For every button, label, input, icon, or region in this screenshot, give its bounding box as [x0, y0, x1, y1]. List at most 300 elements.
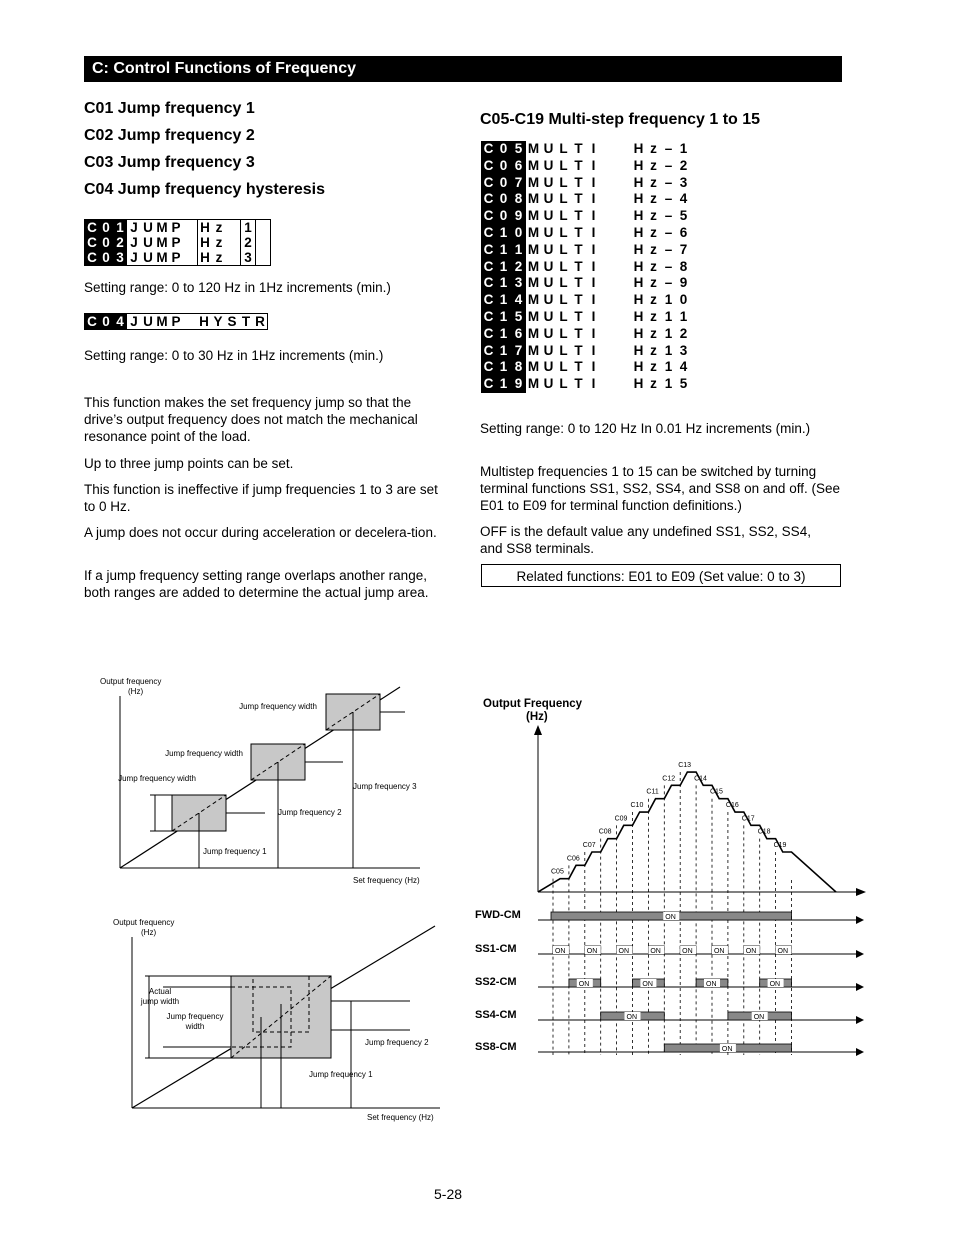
- multistep-cell: [616, 225, 631, 242]
- multistep-cell: z: [650, 208, 657, 224]
- graph1-label-jf1: Jump frequency 1: [203, 847, 267, 856]
- multistep-cell: [601, 259, 616, 276]
- jump-cell: J: [130, 250, 138, 265]
- paragraph-2: Up to three jump points can be set.: [84, 456, 294, 471]
- graph1-yunit: (Hz): [128, 687, 144, 696]
- multistep-cell: U: [543, 376, 554, 392]
- step-label: C14: [694, 775, 707, 783]
- multistep-cell: 5: [679, 208, 688, 224]
- signal-on-label: ON: [745, 948, 757, 955]
- jump-cell: H: [200, 250, 210, 265]
- multistep-cell: H: [633, 342, 644, 358]
- multistep-cell: [616, 376, 631, 393]
- multistep-cell: [601, 141, 616, 158]
- jump-frequency-graph-1: [95, 673, 440, 888]
- jump-cell: U: [143, 235, 153, 250]
- step-label: C16: [725, 802, 739, 810]
- multistep-cell: [601, 376, 616, 393]
- multistep-cell: C: [481, 141, 496, 158]
- jump-cell: J: [130, 235, 138, 250]
- signal-label: SS4-CM: [475, 1009, 517, 1021]
- graph2-xlabel: Set frequency (Hz): [367, 1113, 434, 1122]
- hysteresis-setting-range: Setting range: 0 to 30 Hz in 1Hz increments (min.): [84, 348, 384, 363]
- jump-cell: [226, 220, 241, 236]
- multistep-cell: H: [633, 275, 644, 291]
- paragraph-1: This function makes the set frequency jump so that the drive’s output frequency does not match the mechanical resonance point of the load.: [84, 395, 418, 444]
- jump-cell: [226, 235, 241, 250]
- multistep-cell: –: [664, 191, 673, 207]
- signal-label: SS2-CM: [475, 976, 517, 988]
- multistep-cell: I: [591, 292, 596, 308]
- multistep-cell: C: [481, 326, 496, 343]
- multistep-cell: C: [481, 225, 496, 242]
- multistep-cell: 7: [511, 175, 526, 192]
- multistep-cell: I: [591, 141, 596, 156]
- multistep-cell: 1: [664, 342, 673, 358]
- multistep-cell: M: [527, 141, 540, 156]
- multistep-cell: –: [664, 241, 673, 257]
- multistep-cell: H: [633, 224, 644, 240]
- multistep-cell: 0: [511, 225, 526, 242]
- signal-on-label: ON: [665, 914, 676, 921]
- chart-ylabel-line1: Output Frequency: [483, 698, 583, 710]
- jump-frequency-display: [84, 219, 271, 266]
- multistep-cell: L: [559, 342, 568, 358]
- multistep-cell: [616, 309, 631, 326]
- multistep-cell: T: [574, 325, 583, 341]
- multistep-cell: M: [527, 258, 540, 274]
- multistep-cell: 8: [511, 359, 526, 376]
- signal-on-label: ON: [777, 948, 789, 955]
- signal-label: SS1-CM: [475, 943, 517, 955]
- jump-cell: C: [85, 235, 100, 250]
- multistep-cell: H: [633, 292, 644, 308]
- hyst-cell: 4: [113, 314, 127, 330]
- multistep-cell: [601, 309, 616, 326]
- multistep-cell: z: [650, 258, 657, 274]
- multistep-cell: H: [633, 141, 644, 156]
- jump-cell: M: [156, 220, 168, 235]
- multistep-cell: –: [664, 208, 673, 224]
- step-label: C08: [598, 828, 612, 836]
- multistep-cell: T: [574, 141, 583, 156]
- hyst-cell: J: [130, 314, 138, 329]
- signal-on-label: ON: [554, 948, 566, 955]
- frequency-staircase: [538, 772, 836, 892]
- multistep-cell: z: [650, 292, 657, 308]
- graph2-label-jf1: Jump frequency 1: [309, 1070, 373, 1079]
- multistep-cell: [601, 208, 616, 225]
- multistep-cell: 5: [679, 376, 688, 392]
- multistep-cell: C: [481, 343, 496, 360]
- multistep-cell: U: [543, 241, 554, 257]
- graph1-label-jf2: Jump frequency 2: [278, 808, 342, 817]
- multistep-cell: H: [633, 174, 644, 190]
- multistep-cell: 0: [496, 191, 511, 208]
- jump-cell: z: [215, 250, 223, 265]
- graph2-label-jf2: Jump frequency 2: [365, 1038, 429, 1047]
- multistep-cell: 6: [511, 158, 526, 175]
- graph1-xlabel: Set frequency (Hz): [353, 876, 420, 885]
- multistep-cell: 1: [664, 292, 673, 308]
- multistep-cell: 8: [679, 258, 688, 274]
- multistep-cell: M: [527, 359, 540, 375]
- multistep-cell: U: [543, 141, 554, 156]
- multistep-cell: C: [481, 175, 496, 192]
- multistep-cell: [616, 326, 631, 343]
- jump-cell: J: [130, 220, 138, 235]
- multistep-cell: H: [633, 208, 644, 224]
- multistep-cell: I: [591, 308, 596, 324]
- multistep-cell: U: [543, 275, 554, 291]
- multistep-cell: 2: [679, 325, 688, 341]
- multistep-cell: z: [650, 308, 657, 324]
- multistep-cell: M: [527, 308, 540, 324]
- multistep-cell: I: [591, 376, 596, 392]
- multistep-cell: [601, 343, 616, 360]
- multistep-cell: M: [527, 342, 540, 358]
- multistep-cell: I: [591, 191, 596, 207]
- multistep-cell: I: [591, 241, 596, 257]
- hysteresis-display: [84, 313, 268, 330]
- multistep-cell: L: [559, 174, 568, 190]
- multistep-cell: L: [559, 141, 568, 156]
- multistep-cell: [616, 175, 631, 192]
- hyst-cell: 0: [99, 314, 113, 330]
- multistep-cell: –: [664, 174, 673, 190]
- multistep-cell: [601, 292, 616, 309]
- multistep-cell: I: [591, 224, 596, 240]
- multistep-cell: 0: [496, 175, 511, 192]
- jump-cell: M: [156, 235, 168, 250]
- multistep-cell: U: [543, 325, 554, 341]
- multistep-cell: [601, 175, 616, 192]
- multistep-cell: T: [574, 241, 583, 257]
- multistep-cell: I: [591, 157, 596, 173]
- multistep-cell: 5: [511, 309, 526, 326]
- multistep-cell: H: [633, 325, 644, 341]
- multistep-cell: H: [633, 258, 644, 274]
- hyst-cell: H: [199, 314, 209, 329]
- jump-cell: C: [85, 250, 100, 266]
- multistep-cell: [616, 292, 631, 309]
- multistep-cell: T: [574, 224, 583, 240]
- hyst-cell: M: [156, 314, 168, 329]
- signal-label: SS8-CM: [475, 1041, 517, 1053]
- multistep-cell: 1: [496, 326, 511, 343]
- multistep-cell: M: [527, 241, 540, 257]
- section-banner: C: Control Functions of Frequency: [84, 56, 842, 82]
- multistep-cell: 4: [679, 191, 688, 207]
- hyst-cell: C: [85, 314, 100, 330]
- step-label: C10: [630, 802, 644, 810]
- multistep-cell: z: [650, 241, 657, 257]
- multistep-cell: T: [574, 342, 583, 358]
- multistep-cell: z: [650, 174, 657, 190]
- multistep-cell: –: [664, 258, 673, 274]
- multistep-cell: I: [591, 342, 596, 358]
- multistep-cell: 1: [664, 376, 673, 392]
- multistep-cell: T: [574, 275, 583, 291]
- jump-cell: z: [215, 235, 223, 250]
- multistep-cell: C: [481, 158, 496, 175]
- heading-c03: C03 Jump frequency 3: [84, 154, 255, 171]
- multistep-cell: M: [527, 174, 540, 190]
- graph1-label-width-c: Jump frequency width: [118, 774, 196, 783]
- multistep-cell: 0: [496, 208, 511, 225]
- hyst-cell: U: [143, 314, 153, 329]
- multistep-cell: C: [481, 191, 496, 208]
- multistep-cell: z: [650, 275, 657, 291]
- graph1-ylabel: Output frequency: [100, 677, 162, 686]
- multistep-cell: C: [481, 275, 496, 292]
- multistep-cell: C: [481, 242, 496, 259]
- multistep-cell: [616, 275, 631, 292]
- step-label: C12: [662, 775, 676, 783]
- multistep-cell: T: [574, 191, 583, 207]
- multistep-cell: 3: [511, 275, 526, 292]
- multistep-cell: L: [559, 258, 568, 274]
- jump-cell: 0: [99, 250, 113, 266]
- heading-c02: C02 Jump frequency 2: [84, 127, 255, 144]
- multistep-cell: H: [633, 191, 644, 207]
- step-label: C18: [757, 828, 771, 836]
- multistep-cell: 1: [496, 359, 511, 376]
- multistep-cell: z: [650, 325, 657, 341]
- multistep-cell: T: [574, 174, 583, 190]
- multistep-cell: U: [543, 224, 554, 240]
- multistep-cell: 1: [496, 292, 511, 309]
- hyst-cell: S: [227, 314, 237, 329]
- step-label: C17: [741, 815, 755, 823]
- jump-cell: [183, 220, 198, 236]
- multistep-cell: H: [633, 308, 644, 324]
- multistep-cell: I: [591, 258, 596, 274]
- multistep-cell: [616, 359, 631, 376]
- multistep-cell: 1: [496, 225, 511, 242]
- multistep-cell: C: [481, 208, 496, 225]
- multistep-cell: I: [591, 174, 596, 190]
- multistep-cell: [616, 208, 631, 225]
- multistep-cell: L: [559, 208, 568, 224]
- multistep-cell: L: [559, 157, 568, 173]
- multistep-cell: –: [664, 157, 673, 173]
- multistep-cell: 0: [496, 141, 511, 158]
- jump-cell: 3: [113, 250, 127, 266]
- related-functions-box: Related functions: E01 to E09 (Set value: 0 to 3): [481, 564, 841, 587]
- signal-on-label: ON: [682, 948, 693, 955]
- multistep-cell: T: [574, 157, 583, 173]
- jump-cell: [226, 250, 241, 266]
- multistep-cell: H: [633, 359, 644, 375]
- multistep-cell: [616, 158, 631, 175]
- multistep-cell: 2: [511, 259, 526, 276]
- multistep-cell: 4: [679, 359, 688, 375]
- multistep-cell: [616, 191, 631, 208]
- step-label: C07: [582, 842, 596, 850]
- multistep-cell: T: [574, 208, 583, 224]
- multistep-cell: L: [559, 376, 568, 392]
- multistep-cell: L: [559, 191, 568, 207]
- paragraph-4: A jump does not occur during acceleration or decelera-tion.: [84, 525, 437, 540]
- multistep-cell: T: [574, 308, 583, 324]
- multistep-cell: 3: [679, 174, 688, 190]
- multistep-cell: 5: [511, 141, 526, 158]
- jump-cell: [183, 250, 198, 266]
- multistep-cell: [601, 242, 616, 259]
- hyst-cell: Y: [213, 314, 223, 329]
- jump-cell: 2: [241, 235, 256, 250]
- multistep-cell: T: [574, 292, 583, 308]
- multistep-cell: L: [559, 275, 568, 291]
- jump-cell: C: [85, 220, 100, 236]
- jump-cell: U: [143, 220, 153, 235]
- multistep-cell: 1: [664, 308, 673, 324]
- multistep-cell: L: [559, 359, 568, 375]
- step-label: C09: [614, 815, 628, 823]
- multistep-cell: T: [574, 359, 583, 375]
- signal-on-label: ON: [706, 981, 717, 988]
- jump-cell: 1: [241, 220, 256, 236]
- multistep-cell: M: [527, 224, 540, 240]
- multistep-cell: U: [543, 342, 554, 358]
- signal-on-label: ON: [650, 948, 661, 955]
- chart-ylabel-line2: (Hz): [526, 711, 548, 723]
- paragraph-multistep-1: Multistep frequencies 1 to 15 can be switched by turning terminal functions SS1, SS2, SS4, and SS8 on and off. (See E01 to E09 for terminal function definitions.): [480, 464, 840, 513]
- graph1-label-width-a: Jump frequency width: [239, 702, 317, 711]
- multistep-cell: H: [633, 376, 644, 392]
- multistep-cell: [601, 158, 616, 175]
- multistep-cell: U: [543, 208, 554, 224]
- signal-on-label: ON: [769, 981, 781, 988]
- multistep-cell: [616, 343, 631, 360]
- multistep-cell: z: [650, 224, 657, 240]
- multistep-cell: M: [527, 157, 540, 173]
- multistep-cell: T: [574, 258, 583, 274]
- multistep-cell: 8: [511, 191, 526, 208]
- jump-cell: H: [200, 235, 210, 250]
- multistep-cell: 1: [496, 275, 511, 292]
- multistep-cell: C: [481, 359, 496, 376]
- signal-on-label: ON: [626, 1014, 637, 1021]
- multistep-cell: z: [650, 342, 657, 358]
- graph2-yunit: (Hz): [141, 928, 157, 937]
- paragraph-multistep-2: OFF is the default value any undefined SS1, SS2, SS4, and SS8 terminals.: [480, 524, 811, 556]
- jump-cell: P: [171, 220, 181, 235]
- multistep-cell: U: [543, 174, 554, 190]
- jump-cell: P: [171, 250, 181, 265]
- multistep-cell: C: [481, 309, 496, 326]
- jump-cell: U: [143, 250, 153, 265]
- multistep-cell: 1: [496, 259, 511, 276]
- multistep-cell: M: [527, 275, 540, 291]
- multistep-cell: 1: [496, 242, 511, 259]
- multistep-cell: [601, 225, 616, 242]
- multistep-cell: z: [650, 141, 657, 156]
- multistep-cell: 1: [511, 242, 526, 259]
- multistep-display: [481, 141, 691, 393]
- step-label: C06: [566, 855, 580, 863]
- jump-cell: H: [200, 220, 210, 235]
- multistep-cell: 1: [496, 309, 511, 326]
- multistep-cell: U: [543, 191, 554, 207]
- multistep-cell: 1: [496, 343, 511, 360]
- multistep-cell: 1: [679, 141, 688, 156]
- multistep-cell: [601, 359, 616, 376]
- multistep-cell: 0: [496, 158, 511, 175]
- jump-cell: M: [156, 250, 168, 265]
- hyst-cell: R: [255, 314, 265, 329]
- graph2-ylabel: Output frequency: [113, 918, 175, 927]
- signal-on-label: ON: [578, 981, 590, 988]
- signal-on-label: ON: [642, 981, 653, 988]
- hyst-cell: P: [171, 314, 181, 329]
- step-label: C15: [710, 788, 723, 796]
- multistep-cell: C: [481, 259, 496, 276]
- multistep-cell: T: [574, 376, 583, 392]
- multistep-cell: 9: [511, 376, 526, 393]
- multistep-timing-chart: [475, 690, 885, 1065]
- multistep-cell: L: [559, 241, 568, 257]
- signal-on-label: ON: [618, 948, 630, 955]
- multistep-cell: z: [650, 376, 657, 392]
- jump-cell: [183, 235, 198, 250]
- multistep-cell: 0: [679, 292, 688, 308]
- multistep-cell: C: [481, 376, 496, 393]
- multistep-cell: M: [527, 325, 540, 341]
- heading-c01: C01 Jump frequency 1: [84, 100, 255, 117]
- jump-cell: P: [171, 235, 181, 250]
- multistep-cell: M: [527, 191, 540, 207]
- multistep-cell: 6: [511, 326, 526, 343]
- jump-cell: 3: [241, 250, 256, 266]
- multistep-cell: [616, 242, 631, 259]
- multistep-cell: L: [559, 292, 568, 308]
- multistep-cell: –: [664, 141, 673, 156]
- multistep-cell: 1: [664, 325, 673, 341]
- multistep-cell: 9: [511, 208, 526, 225]
- multistep-cell: I: [591, 325, 596, 341]
- multistep-cell: M: [527, 208, 540, 224]
- jump-frequency-graph-2: [105, 914, 450, 1124]
- multistep-cell: C: [481, 292, 496, 309]
- multistep-cell: M: [527, 376, 540, 392]
- multistep-cell: I: [591, 275, 596, 291]
- multistep-cell: L: [559, 224, 568, 240]
- page-number: 5-28: [434, 1186, 463, 1202]
- signal-on-label: ON: [753, 1014, 765, 1021]
- multistep-cell: [616, 259, 631, 276]
- multistep-cell: 1: [679, 308, 688, 324]
- graph2-label-actual: Actual jump width: [140, 987, 180, 1006]
- multistep-cell: 2: [679, 157, 688, 173]
- hyst-cell: [183, 314, 197, 330]
- signal-label: FWD-CM: [475, 909, 521, 921]
- step-label: C13: [678, 762, 692, 770]
- step-label: C19: [773, 842, 787, 850]
- paragraph-3: This function is ineffective if jump frequencies 1 to 3 are set to 0 Hz.: [84, 482, 438, 514]
- multistep-cell: z: [650, 359, 657, 375]
- multistep-cell: [601, 191, 616, 208]
- multistep-cell: z: [650, 191, 657, 207]
- multistep-cell: I: [591, 208, 596, 224]
- hyst-cell: T: [241, 314, 251, 329]
- multistep-cell: U: [543, 359, 554, 375]
- paragraph-5: If a jump frequency setting range overlaps another range, both ranges are added to determine the actual jump area.: [84, 568, 429, 600]
- multistep-cell: 4: [511, 292, 526, 309]
- jump-cell: 2: [113, 235, 127, 250]
- multistep-cell: U: [543, 308, 554, 324]
